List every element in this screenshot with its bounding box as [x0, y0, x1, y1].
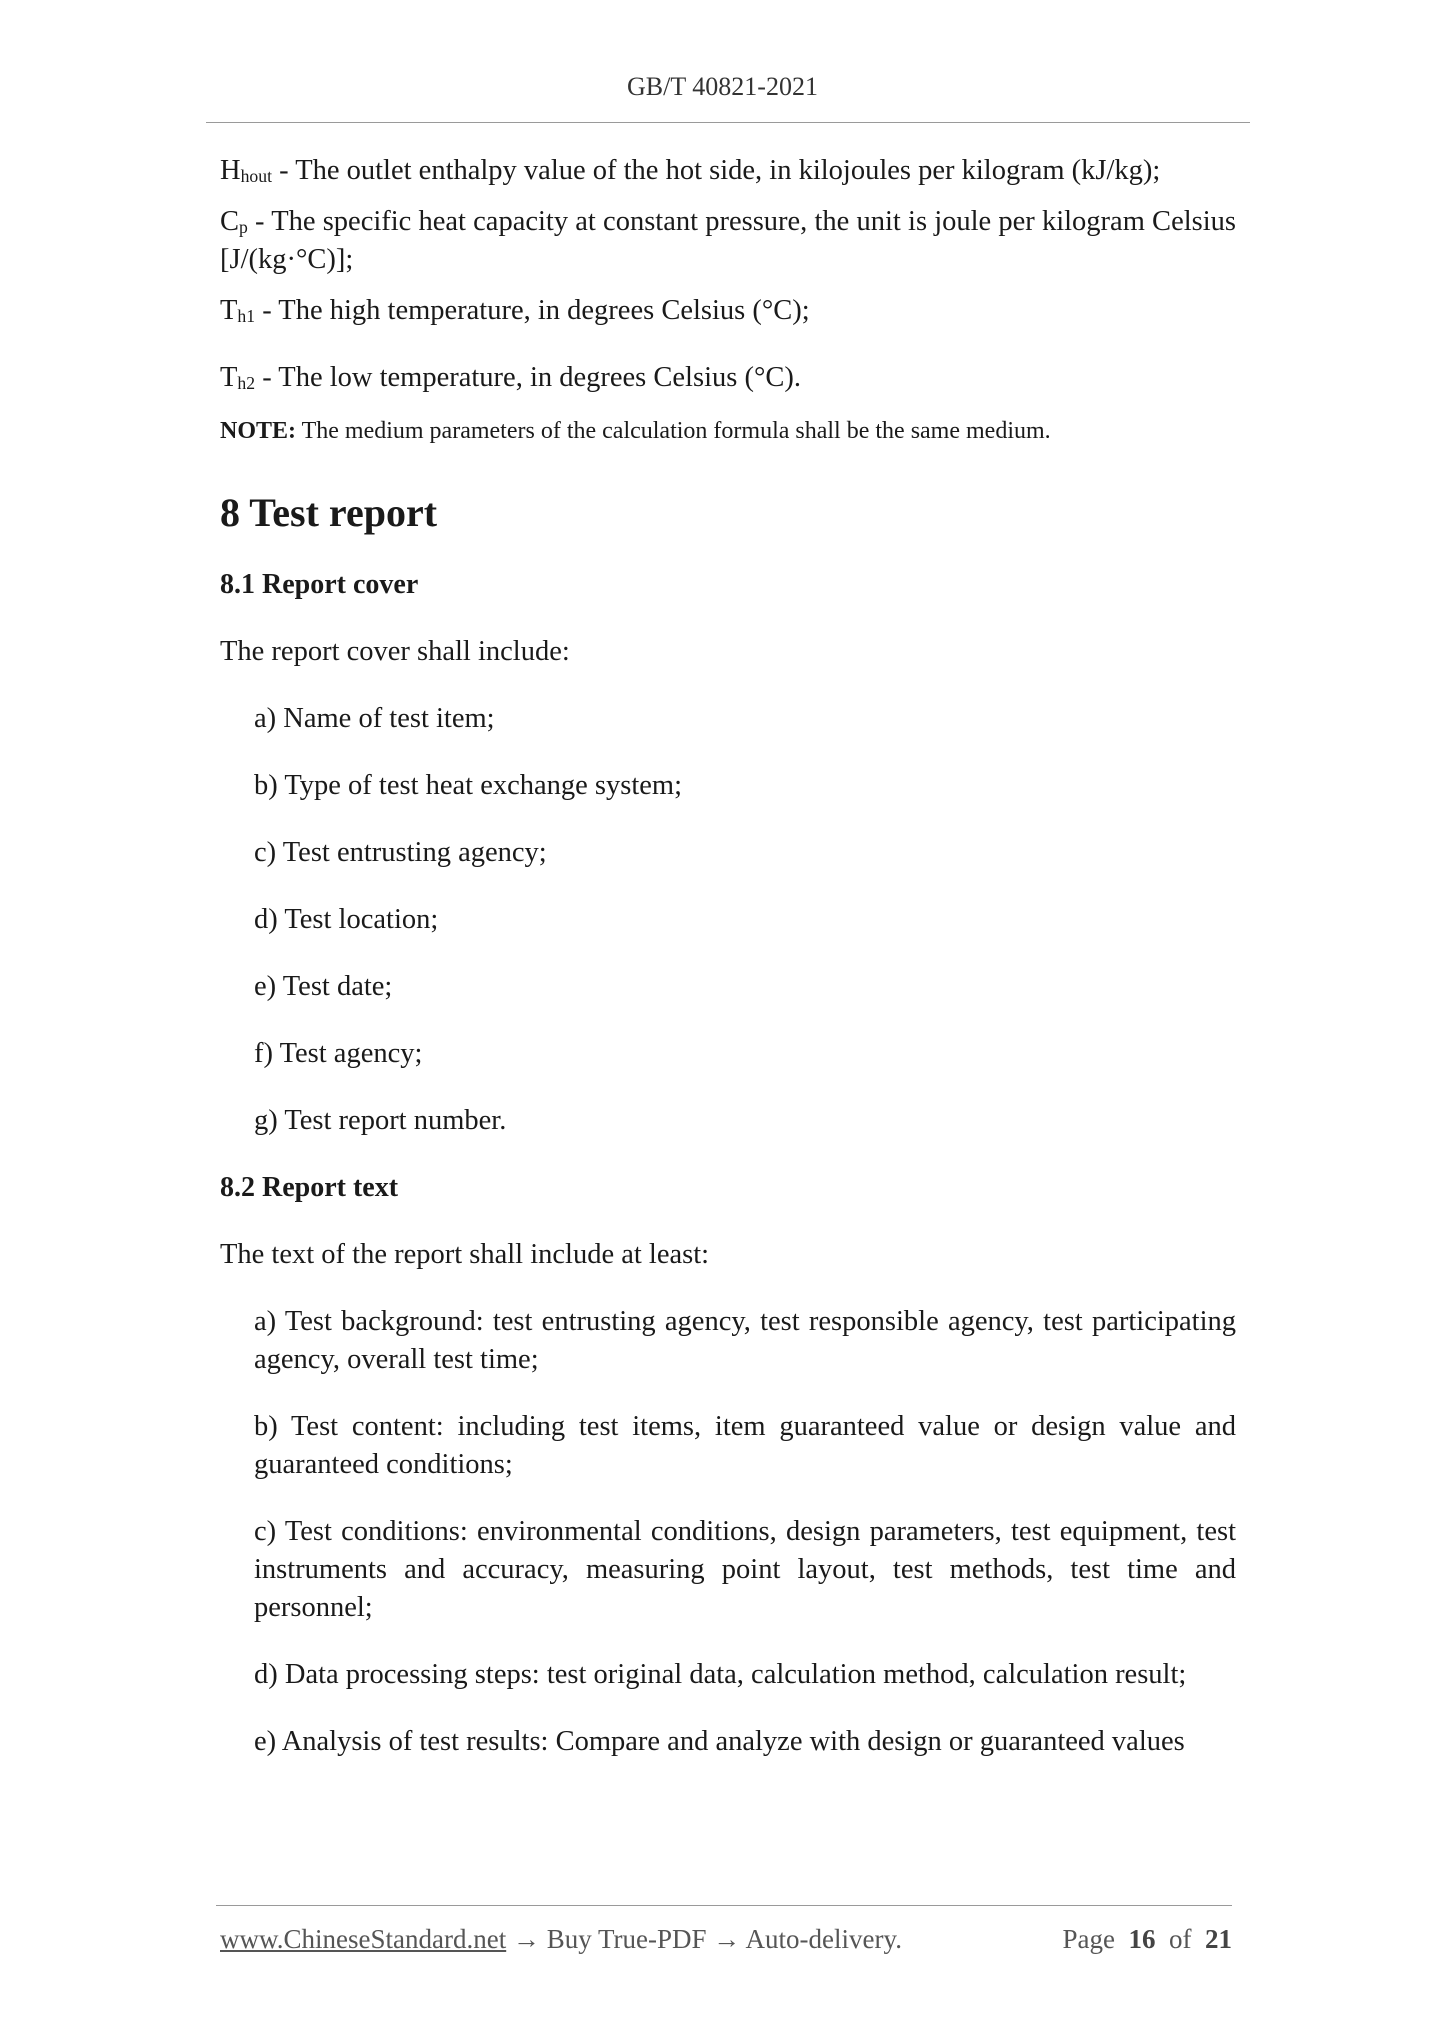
section-heading-8: 8 Test report [220, 490, 438, 535]
list-item: e) Analysis of test results: Compare and analyze with design or guaranteed values [254, 1726, 1185, 1757]
list-item: b) Type of test heat exchange system; [254, 770, 683, 801]
report-text-intro: The text of the report shall include at least: [220, 1239, 710, 1270]
definition-cp [220, 203, 1236, 279]
definition-subscript: h1 [237, 306, 256, 327]
page-header: GB/T 40821-2021 [627, 72, 818, 101]
list-item: c) Test entrusting agency; [254, 837, 547, 868]
note-label: NOTE: [220, 418, 297, 444]
footer-divider [216, 1905, 1232, 1906]
definition-subscript: h2 [237, 373, 256, 394]
page-content [220, 152, 1236, 1761]
definition-text: - The specific heat capacity at constant pressure, the unit is joule per kilogram Celsius [J/(kg·°C)]; [220, 206, 1236, 275]
page-total: 21 [1205, 1924, 1232, 1954]
definition-symbol: T [220, 295, 238, 326]
definition-symbol: T [220, 362, 238, 393]
page-label: Page [1062, 1924, 1115, 1954]
definition-subscript: p [239, 217, 248, 238]
list-item: a) Test background: test entrusting agency, test responsible agency, test participating agency, overall test time; [254, 1306, 1236, 1375]
buy-true-pdf-link[interactable]: Buy True-PDF [546, 1924, 707, 1954]
footer-promo [220, 1924, 902, 1955]
definition-hout [220, 152, 1236, 190]
of-label: of [1169, 1924, 1192, 1954]
definition-text: - The outlet enthalpy value of the hot side, in kilojoules per kilogram (kJ/kg); [271, 155, 1161, 186]
page-footer [220, 1924, 1232, 1964]
page-counter [1063, 1924, 1232, 1955]
list-item: f) Test agency; [254, 1038, 423, 1069]
list-item: c) Test conditions: environmental conditions, design parameters, test equipment, test instruments and accuracy, measuring point layout, test methods, test time and personnel; [254, 1516, 1236, 1623]
auto-delivery-text: Auto-delivery. [745, 1924, 902, 1954]
list-item: a) Name of test item; [254, 703, 495, 734]
subsection-heading-8-2: 8.2 Report text [220, 1172, 399, 1203]
list-item: d) Data processing steps: test original data, calculation method, calculation result; [254, 1659, 1187, 1690]
note-text: The medium parameters of the calculation formula shall be the same medium. [296, 418, 1051, 444]
list-item: d) Test location; [254, 904, 439, 935]
list-item: b) Test content: including test items, item guaranteed value or design value and guaranteed conditions; [254, 1411, 1236, 1480]
arrow-icon: → [706, 1924, 746, 1954]
header-divider [206, 122, 1250, 123]
site-link[interactable]: www.ChineseStandard.net [220, 1924, 507, 1954]
report-cover-intro: The report cover shall include: [220, 636, 570, 667]
definition-symbol: C [220, 206, 240, 237]
subsection-heading-8-1: 8.1 Report cover [220, 569, 419, 600]
note [220, 414, 1236, 448]
definition-th1 [220, 292, 1236, 330]
list-item: g) Test report number. [254, 1105, 507, 1136]
definition-th2 [220, 359, 1236, 397]
definition-symbol: H [220, 155, 241, 186]
arrow-icon: → [506, 1924, 547, 1954]
definition-text: - The low temperature, in degrees Celsius (°C). [255, 362, 801, 393]
list-item: e) Test date; [254, 971, 393, 1002]
definition-text: - The high temperature, in degrees Celsius (°C); [255, 295, 810, 326]
page-number: 16 [1128, 1924, 1156, 1954]
report-text-list [220, 1274, 1236, 1761]
report-cover-list [220, 671, 1236, 1140]
definition-subscript: hout [240, 166, 272, 187]
